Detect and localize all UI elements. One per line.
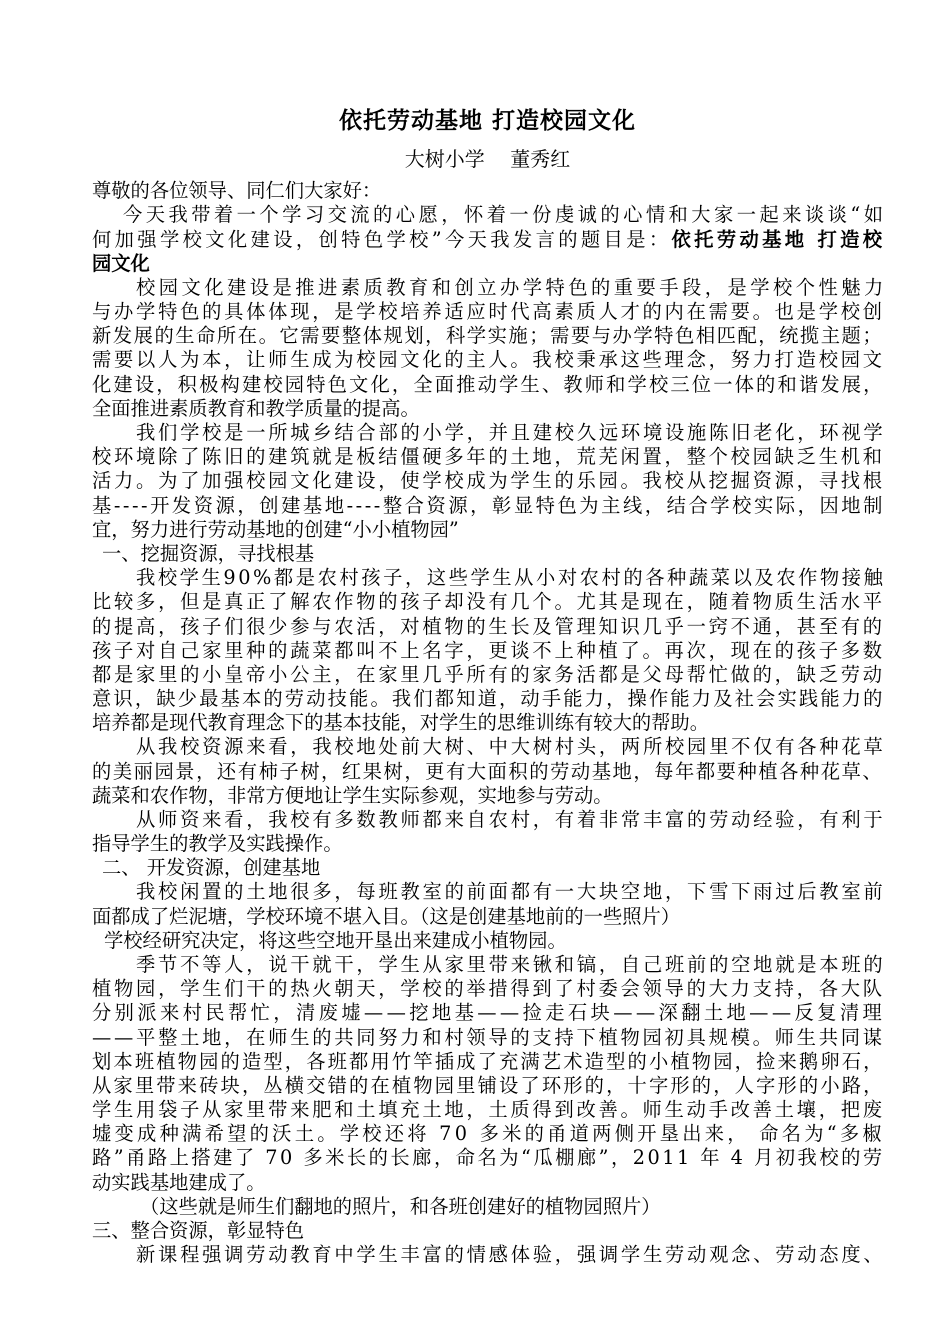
line-text: 的提高，孩子们很少参与农活，对植物的生长及管理知识几乎一窍不通，甚至有的 <box>92 615 885 638</box>
paragraph-line <box>92 517 459 543</box>
line-text: 基----开发资源，创建基地----整合资源，彰显特色为主线，结合学校实际，因地制 <box>92 494 885 517</box>
line-text: 我校闲置的土地很多，每班教室的前面都有一大块空地，下雪下雨过后教室前 <box>136 880 886 903</box>
paragraph-line <box>92 1121 885 1147</box>
paragraph-line <box>123 202 886 228</box>
paragraph-line <box>102 855 320 881</box>
line-text: 路”甬路上搭建了 70 多米长的长廊，命名为“瓜棚廊”，2011 年 4 月初我校的劳 <box>92 1146 885 1169</box>
paragraph-line <box>92 396 420 422</box>
line-text: 新课程强调劳动教育中学生丰富的情感体验，强调学生劳动观念、劳动态度、 <box>136 1243 886 1266</box>
line-text: 的美丽园景，还有柿子树，红果树，更有大面积的劳动基地，每年都要种植各种花草、 <box>92 760 884 783</box>
paragraph-line <box>92 1170 266 1196</box>
line-text: 二、 开发资源，创建基地 <box>102 856 321 879</box>
line-text: 动实践基地建成了。 <box>92 1171 266 1194</box>
line-text: 宜，努力进行劳动基地的创建“小小植物园” <box>92 518 459 541</box>
line-text: 指导学生的教学及实践操作。 <box>92 832 343 855</box>
paragraph-line <box>92 831 343 857</box>
line-text: 从家里带来砖块，丛横交错的在植物园里铺设了环形的，十字形的，人字形的小路， <box>92 1074 885 1097</box>
paragraph-line <box>92 710 709 736</box>
paragraph-line <box>92 444 885 470</box>
line-text: 校园文化建设是推进素质教育和创立办学特色的重要手段，是学校个性魅力 <box>136 276 887 299</box>
paragraph-line <box>92 1145 885 1171</box>
paragraph-line <box>136 565 885 591</box>
line-text: 比较多，但是真正了解农作物的孩子却没有几个。尤其是现在，随着物质生活水平 <box>92 590 885 613</box>
line-text: 何加强学校文化建设，创特色学校”今天我发言的题目是： <box>92 228 672 251</box>
line-text: 培养都是现代教育理念下的基本技能，对学生的思维训练有较大的帮助。 <box>92 711 709 734</box>
paragraph-line <box>92 1218 304 1244</box>
paragraph-line <box>92 347 885 373</box>
paragraph-line <box>92 589 885 615</box>
line-text: 今天我带着一个学习交流的心愿，怀着一份虔诚的心情和大家一起来谈谈“如 <box>123 203 887 226</box>
line-text: （这些就是师生们翻地的照片，和各班创建好的植物园照片） <box>140 1195 661 1218</box>
paragraph-line <box>136 420 885 446</box>
line-text: 分别派来村民帮忙，清废墟——挖地基——捡走石块——深翻土地——反复清理 <box>92 1001 886 1024</box>
paragraph-line <box>136 275 887 301</box>
paragraph-line <box>136 807 885 833</box>
paragraph-line <box>92 904 680 930</box>
paragraph-line <box>136 1242 885 1268</box>
line-text: 从我校资源来看，我校地处前大树、中大树村头，两所校园里不仅有各种花草 <box>136 735 886 758</box>
line-text: 校环境除了陈旧的建筑就是板结僵硬多年的土地，荒芜闲置，整个校园缺乏生机和 <box>92 445 885 468</box>
line-text: 新发展的生命所在。它需要整体规划，科学实施；需要与办学特色相匹配，统揽主题； <box>92 324 884 347</box>
paragraph-line <box>92 686 885 712</box>
line-text: 化建设，积极构建校园特色文化，全面推动学生、教师和学校三位一体的和谐发展， <box>92 373 885 396</box>
paragraph-line <box>92 251 150 277</box>
line-text: ——平整土地，在师生的共同努力和村领导的支持下植物园初具规模。师生共同谋 <box>92 1026 885 1049</box>
paragraph-line <box>104 928 567 954</box>
line-text: 活力。为了加强校园文化建设，使学校成为学生的乐园。我校从挖掘资源，寻找根 <box>92 469 885 492</box>
paragraph-line <box>92 178 381 204</box>
paragraph-line <box>92 493 885 519</box>
paragraph-line <box>136 734 885 760</box>
paragraph-line <box>92 662 885 688</box>
paragraph-line <box>92 1000 885 1026</box>
line-bold-text: 依托劳动基地 打造校 <box>671 228 886 251</box>
line-text: 孩子对自己家里种的蔬菜都叫不上名字，更谈不上种植了。再次，现在的孩子多数 <box>92 639 885 662</box>
paragraph-line <box>136 952 885 978</box>
paragraph-line <box>92 783 613 809</box>
line-text: 季节不等人，说干就干，学生从家里带来锹和镐，自己班前的空地就是本班的 <box>136 953 886 976</box>
document-author: 大树小学 董秀红 <box>404 147 571 171</box>
paragraph-line <box>92 638 885 664</box>
line-text: 意识，缺少最基本的劳动技能。我们都知道，动手能力，操作能力及社会实践能力的 <box>92 687 885 710</box>
paragraph-line <box>140 1194 661 1220</box>
line-text: 面都成了烂泥塘，学校环境不堪入目。（这是创建基地前的一些照片） <box>92 905 681 928</box>
paragraph-line <box>92 372 885 398</box>
paragraph-line <box>92 1049 885 1075</box>
line-text: 我们学校是一所城乡结合部的小学，并且建校久远环境设施陈旧老化，环视学 <box>136 421 886 444</box>
line-text: 植物园，学生们干的热火朝天，学校的举措得到了村委会领导的大力支持，各大队 <box>92 977 885 1000</box>
paragraph-line <box>92 1025 885 1051</box>
line-bold-text: 园文化 <box>92 252 150 275</box>
paragraph-line <box>92 299 885 325</box>
line-text: 需要以人为本，让师生成为校园文化的主人。我校秉承这些理念，努力打造校园文 <box>92 348 885 371</box>
document-title: 依托劳动基地 打造校园文化 <box>338 107 636 134</box>
line-text: 全面推进素质教育和教学质量的提高。 <box>92 397 420 420</box>
line-text: 划本班植物园的造型，各班都用竹竿插成了充满艺术造型的小植物园，捡来鹅卵石， <box>92 1050 885 1073</box>
paragraph-line <box>92 614 885 640</box>
line-text: 尊敬的各位领导、同仁们大家好： <box>92 179 382 202</box>
line-text: 一、挖掘资源，寻找根基 <box>102 542 315 565</box>
paragraph-line <box>92 976 885 1002</box>
line-text: 我校学生90%都是农村孩子，这些学生从小对农村的各种蔬菜以及农作物接触 <box>136 566 886 589</box>
line-text: 都是家里的小皇帝小公主，在家里几乎所有的家务活都是父母帮忙做的，缺乏劳动 <box>92 663 885 686</box>
paragraph-line <box>92 1073 885 1099</box>
paragraph-line <box>136 879 885 905</box>
paragraph-line <box>92 468 885 494</box>
line-text: 三、整合资源，彰显特色 <box>92 1219 305 1242</box>
paragraph-line <box>92 1097 885 1123</box>
line-text: 从师资来看，我校有多数教师都来自农村，有着非常丰富的劳动经验，有利于 <box>136 808 886 831</box>
line-text: 学校经研究决定，将这些空地开垦出来建成小植物园。 <box>104 929 567 952</box>
paragraph-line <box>92 323 883 349</box>
paragraph-line <box>102 541 314 567</box>
paragraph-line <box>92 759 883 785</box>
line-text: 与办学特色的具体体现，是学校培养适应时代高素质人才的内在需要。也是学校创 <box>92 300 885 323</box>
line-text: 墟变成种满希望的沃土。学校还将 70 多米的甬道两侧开垦出来， 命名为“多椒 <box>92 1122 885 1145</box>
line-text: 学生用袋子从家里带来肥和土填充土地，土质得到改善。师生动手改善土壤，把废 <box>92 1098 885 1121</box>
paragraph-line <box>92 227 885 253</box>
line-text: 蔬菜和农作物，非常方便地让学生实际参观，实地参与劳动。 <box>92 784 613 807</box>
